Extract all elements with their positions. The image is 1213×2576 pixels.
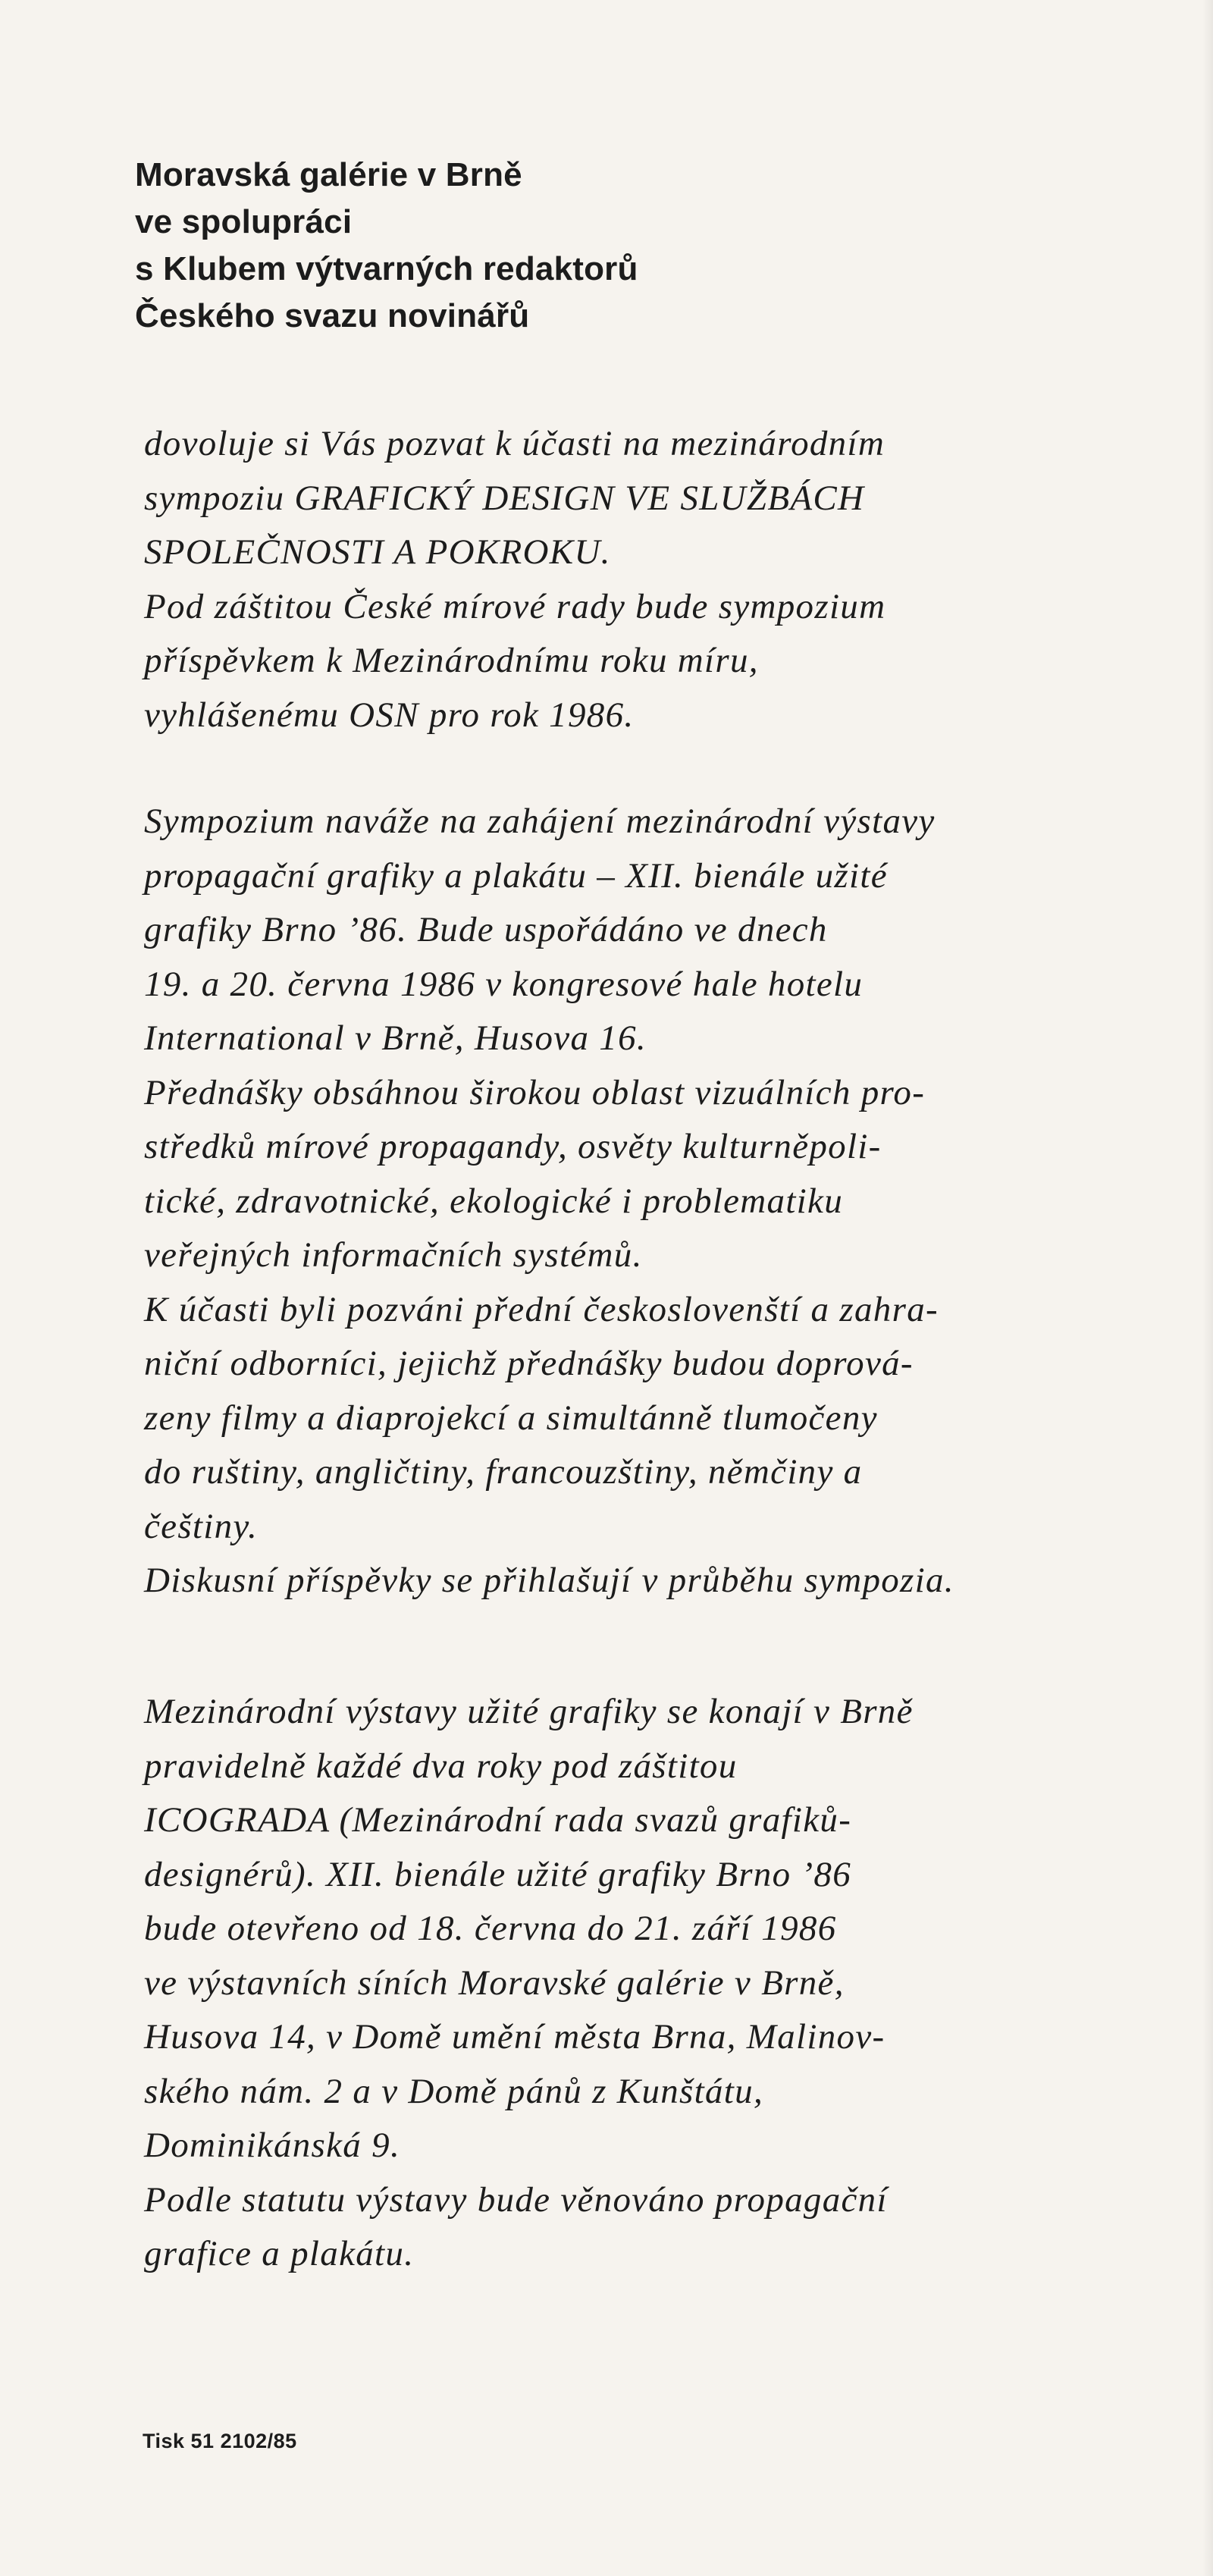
text-line: Pod záštitou České mírové rady bude sympozium [144,586,886,626]
text-line: sympoziu GRAFICKÝ DESIGN VE SLUŽBÁCH [144,478,865,518]
text-line: do ruštiny, angličtiny, francouzštiny, němčiny a [144,1452,863,1492]
text-line: Podle statutu výstavy bude věnováno propagační [144,2179,888,2220]
text-line: grafice a plakátu. [144,2234,415,2273]
text-line: bude otevřeno od 18. června do 21. září 1986 [144,1909,837,1948]
print-code: Tisk 51 2102/85 [143,2430,297,2452]
text-line: Husova 14, v Domě umění města Brna, Malinov- [144,2017,885,2057]
text-line: středků mírové propagandy, osvěty kulturněpoli- [144,1127,882,1166]
exhibition-paragraph [144,1685,1130,2282]
text-line: veřejných informačních systémů. [144,1235,643,1275]
text-line: propagační grafiky a plakátu – XII. bienále užité [144,855,888,896]
invitation-paragraph [144,417,1130,742]
text-line: ICOGRADA (Mezinárodní rada svazů grafiků- [144,1800,852,1840]
header-line: Moravská galérie v Brně [135,156,522,193]
text-line: dovoluje si Vás pozvat k účasti na mezinárodním [144,424,885,463]
organizers-header [135,152,1105,340]
text-line: příspěvkem k Mezinárodnímu roku míru, [144,641,759,680]
text-line: vyhlášenému OSN pro rok 1986. [144,695,635,735]
text-line: tické, zdravotnické, ekologické i problematiku [144,1181,844,1221]
text-line: Mezinárodní výstavy užité grafiky se konají v Brně [144,1692,914,1731]
text-line: Sympozium naváže na zahájení mezinárodní výstavy [144,802,936,841]
header-line: Českého svazu novinářů [135,297,530,334]
text-line: ve výstavních síních Moravské galérie v Brně, [144,1963,845,2003]
text-line: Diskusní příspěvky se přihlašují v průběhu sympozia. [144,1561,954,1600]
symposium-paragraph [144,795,1130,1608]
text-line: niční odborníci, jejichž přednášky budou doprová- [144,1344,914,1383]
text-line: 19. a 20. června 1986 v kongresové hale hotelu [144,964,864,1004]
header-line: ve spolupráci [135,203,353,240]
text-line: K účasti byli pozváni přední českoslovenští a zahra- [144,1289,939,1329]
text-line: International v Brně, Husova 16. [144,1018,647,1058]
text-line: Dominikánská 9. [144,2126,401,2165]
text-line: zeny filmy a diaprojekcí a simultánně tlumočeny [144,1398,878,1438]
text-line: Přednášky obsáhnou širokou oblast vizuálních pro- [144,1072,926,1112]
text-line: pravidelně každé dva roky pod záštitou [144,1746,738,1786]
text-line: designérů). XII. bienále užité grafiky Brno ’86 [144,1854,852,1894]
text-line: grafiky Brno ’86. Bude uspořádáno ve dnech [144,910,828,949]
text-line: SPOLEČNOSTI A POKROKU. [144,532,611,572]
page-edge-shadow [1202,0,1213,2576]
text-line: ského nám. 2 a v Domě pánů z Kunštátu, [144,2071,764,2111]
text-line: češtiny. [144,1506,259,1546]
header-line: s Klubem výtvarných redaktorů [135,250,638,287]
